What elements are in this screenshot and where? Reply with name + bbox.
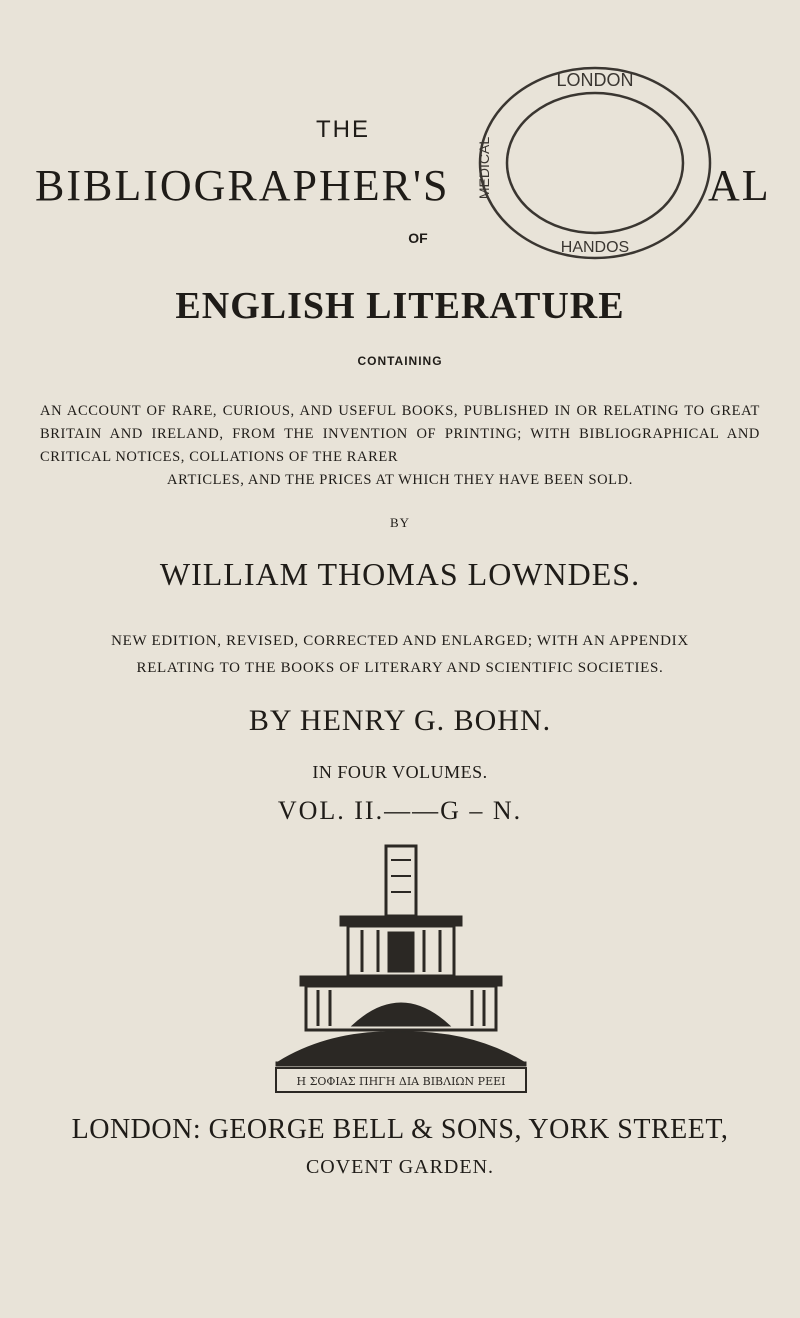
- publisher-line-2: COVENT GARDEN.: [305, 1156, 495, 1178]
- stamp-text-left: MEDICAL: [476, 136, 492, 200]
- subtitle: ENGLISH LITERATURE: [175, 285, 625, 327]
- edition-statement: [40, 628, 760, 682]
- title-of: OF: [408, 230, 428, 246]
- publisher-line-1: LONDON: GEORGE BELL & SONS, YORK STREET,: [71, 1114, 729, 1145]
- title-end: AL: [708, 161, 771, 210]
- stamp-text-bottom: HANDOS: [560, 239, 630, 256]
- title-main: BIBLIOGRAPHER'S: [35, 161, 450, 210]
- stamp-text-top: LONDON: [556, 70, 634, 90]
- volumes-note: IN FOUR VOLUMES.: [312, 762, 488, 782]
- device-inscription: Η ΣΟΦΙΑΣ ΠΗΓΗ ΔΙΑ ΒΙΒΛΙΩΝ ΡΕΕΙ: [296, 1075, 506, 1088]
- containing-label: CONTAINING: [357, 354, 443, 368]
- editor: BY HENRY G. BOHN.: [248, 704, 552, 737]
- edition-line-1: NEW EDITION, REVISED, CORRECTED AND ENLARGED; WITH AN APPENDIX: [111, 633, 689, 649]
- by-label: BY: [389, 515, 411, 530]
- description-last-line: ARTICLES, AND THE PRICES AT WHICH THEY HAVE BEEN SOLD.: [167, 472, 633, 488]
- library-stamp-icon: [465, 58, 725, 268]
- edition-line-2: RELATING TO THE BOOKS OF LITERARY AND SCIENTIFIC SOCIETIES.: [136, 660, 664, 676]
- printer-device-icon: [270, 840, 532, 1102]
- volume-designation: VOL. II.——G – N.: [277, 796, 523, 825]
- description-body: AN ACCOUNT OF RARE, CURIOUS, AND USEFUL BOOKS, PUBLISHED IN OR RELATING TO GREAT BRITAIN AND IRELAND, FROM THE INVENTION OF PRINTING; WITH BIBLIOGRAPHICAL AND CRITICAL NOTICES, COLLATIONS OF THE RARER: [40, 403, 760, 465]
- author: WILLIAM THOMAS LOWNDES.: [159, 556, 641, 592]
- description: [40, 400, 760, 492]
- title-the: THE: [316, 116, 370, 143]
